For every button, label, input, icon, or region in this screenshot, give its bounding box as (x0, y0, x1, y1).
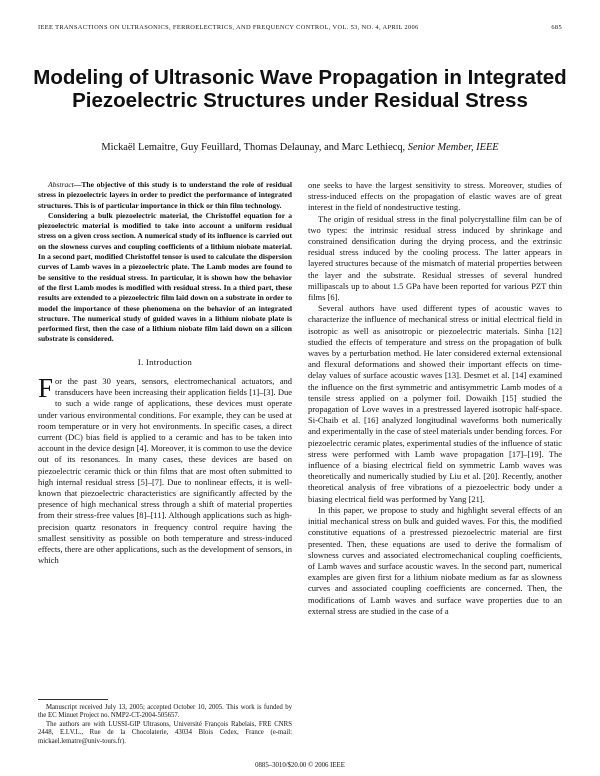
footnote-rule (38, 699, 108, 700)
abstract-paragraph-1 (38, 180, 292, 211)
paper-title: Modeling of Ultrasonic Wave Propagation in Integrated Piezoelectric Structures under Residual Stress (33, 66, 567, 112)
drop-cap: F (38, 372, 54, 403)
footnote-manuscript: Manuscript received July 13, 2005; accepted October 10, 2005. This work is funded by the EC Minuet Project no. NMP2-CT-2004-505657. (38, 704, 292, 720)
author-list (20, 142, 580, 153)
copyright-footer: 0885–3010/$20.00 © 2006 IEEE (255, 762, 345, 769)
author-membership: Senior Member, IEEE (407, 142, 499, 153)
introduction-text-1: or the past 30 years, sensors, electromechanical actuators, and transducers have been increasing their application fields [1]–[3]. Due to such a wide range of applications, these devices must operate under various environmental conditions. For example, they can be used at room temperature or in very hot environments. In specific cases, a direct current (DC) bias field is applied to a ceramic and has to be taken into account in the device design [4]. Moreover, it is common to use the device out of its resonances. In many cases, these devices are based on piezoelectric ceramic thick or thin films that are most often submitted to high internal residual stress [5]–[7]. Due to nonlinear effects, it is well-known that piezoelectric characteristics are significantly affected by the presence of high mechanical stress through a shift of material properties from their stress-free values [8]–[11]. Although applications such as high-precision quartz resonators in frequency control require having the smallest sensitivity as possible on both temperature and stress-induced effects, there are other applications, such as the development of sensors, in which (38, 375, 292, 566)
page-number: 685 (551, 24, 562, 31)
right-paragraph-4: In this paper, we propose to study and highlight several effects of an initial mechanical stress on bulk and guided waves. For this, the modified constitutive equations of a prestressed piezoelectric material are first presented. Then, these equations are used to derive the formalism of slowness curves and associated electromechanical coupling coefficients, of Lamb waves and surface acoustic waves. In the second part, numerical examples are given first for a lithium niobate medium as far as slowness curves and associated coupling coefficients are concerned. Then, the modifications of Lamb waves and surface wave properties due to an external stress are studied in the case of a (308, 504, 562, 616)
abstract-text-1: —The objective of this study is to understand the role of residual stress in piezoelectric layers in order to predict the performance of integrated structures. This is of particular importance in thick or thin film technology. (38, 180, 292, 210)
journal-name: IEEE TRANSACTIONS ON ULTRASONICS, FERROELECTRICS, AND FREQUENCY CONTROL, VOL. 53, NO. 4, APRIL 2006 (38, 24, 419, 31)
left-column (38, 180, 292, 566)
abstract (38, 180, 292, 345)
footnotes (38, 704, 292, 746)
introduction-paragraph-1 (38, 372, 292, 566)
author-names: Mickaël Lemaitre, Guy Feuillard, Thomas Delaunay, and Marc Lethiecq, (101, 142, 406, 153)
abstract-paragraph-2: Considering a bulk piezoelectric material, the Christoffel equation for a piezoelectric material is modified to take into account a uniform residual stress on a given cross section. A numerical study of its influence is carried out on the slowness curves and coupling coefficients of a lithium niobate material. In a second part, modified Christoffel tensor is used to calculate the dispersion curves of Lamb waves in a piezoelectric plate. The Lamb modes are found to be sensitive to the residual stress. In particular, it is shown how the behavior of the first Lamb modes is modified with residual stress. In a third part, these results are extended to a piezoelectric film laid down on a substrate in order to model the importance of these phenomena on the behavior of an integrated structure. The numerical study of guided waves in a lithium niobate plate is performed first, then the case of a lithium niobate film laid down on a silicon substrate is considered. (38, 210, 292, 344)
abstract-lead: Abstract (48, 180, 74, 189)
introduction-body (38, 372, 292, 566)
footnote-affiliation: The authors are with LUSSI-GIP Ultrasons, Université François Rabelais, FRE CNRS 2448, E.I.V.L., Rue de la Chocolaterie, 43034 Blois Cedex, France (e-mail: mickael.lematre@univ-tours.fr). (38, 720, 292, 745)
running-head (38, 24, 562, 31)
section-heading-introduction: I. Introduction (137, 356, 193, 367)
right-column (308, 180, 562, 617)
right-paragraph-3: Several authors have used different types of acoustic waves to characterize the influence of mechanical stress or initial electrical field in isotropic as well as anisotropic or piezoelectric materials. Sinha [12] studied the effects of temperature and stress on the propagation of bulk waves by a perturbation method. He later considered external extensional and flexural deformations and showed their important effects on time-delay values of surface acoustic waves [13]. Desmet et al. [14] examined the influence on the first symmetric and antisymmetric Lamb modes of a tensile stress applied on a polymer foil. Dowaikh [15] studied the propagation of Love waves in a prestressed layered isotropic half-space. Si-Chaib et al. [16] analyzed longitudinal waveforms both numerically and experimentally in the case of steel materials under bending forces. For piezoelectric ceramic plates, experimental studies of the influence of static stress were performed with Lamb wave propagation [17]–[19]. The influence of a biasing electrical field on symmetric Lamb waves was theoretically and numerically studied by Liu et al. [20]. Recently, another theoretical analysis of free vibrations of a piezoelectric body under a biasing electrical field was performed by Yang [21]. (308, 303, 562, 504)
right-paragraph-2: The origin of residual stress in the final polycrystalline film can be of two types: the intrinsic residual stress induced by shrinkage and constrained densification during the drying process, and the extrinsic residual stress induced by the cooling process. The latter appears in layered structures because of the mismatch of material properties between the layer and the substrate. Residual stresses of several hundred millipascals up to about 1.5 GPa have been reported for various PZT thin films [6]. (308, 213, 562, 303)
right-paragraph-continued: one seeks to have the largest sensitivity to stress. Moreover, studies of stress-induced effects on the propagation of elastic waves are of great interest in the field of nondestructive testing. (308, 180, 562, 213)
